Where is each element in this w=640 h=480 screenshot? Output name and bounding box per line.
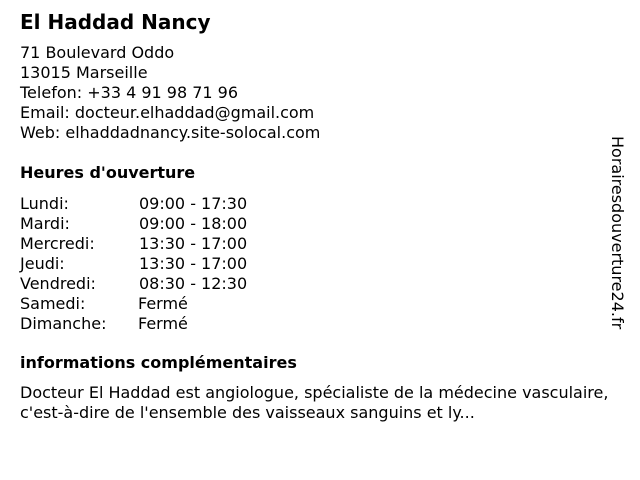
- day-label: Samedi:: [20, 294, 86, 313]
- day-hours: Fermé: [138, 294, 188, 313]
- hours-row-wednesday: [20, 234, 247, 254]
- day-label: Vendredi:: [20, 274, 96, 293]
- day-hours: 09:00 - 18:00: [139, 214, 248, 233]
- contact-block: [20, 43, 320, 143]
- street-address: 71 Boulevard Oddo: [20, 43, 175, 62]
- day-hours: 13:30 - 17:00: [139, 234, 248, 253]
- day-hours: 09:00 - 17:30: [139, 194, 248, 213]
- day-label: Jeudi:: [20, 254, 65, 273]
- day-label: Mardi:: [20, 214, 70, 233]
- hours-row-saturday: [20, 294, 247, 314]
- site-watermark: Horairesdouverture24.fr: [608, 136, 627, 330]
- day-label: Lundi:: [20, 194, 69, 213]
- hours-row-thursday: [20, 254, 247, 274]
- day-hours: 13:30 - 17:00: [139, 254, 248, 273]
- hours-row-tuesday: [20, 214, 247, 234]
- website: Web: elhaddadnancy.site-solocal.com: [20, 123, 321, 142]
- business-name: El Haddad Nancy: [20, 10, 211, 34]
- day-label: Dimanche:: [20, 314, 107, 333]
- city: 13015 Marseille: [20, 63, 148, 82]
- hours-row-friday: [20, 274, 247, 294]
- hours-row-monday: [20, 194, 247, 214]
- day-hours: Fermé: [138, 314, 188, 333]
- hours-row-sunday: [20, 314, 247, 334]
- phone: Telefon: +33 4 91 98 71 96: [20, 83, 239, 102]
- hours-heading: Heures d'ouverture: [20, 163, 196, 182]
- day-hours: 08:30 - 12:30: [139, 274, 248, 293]
- email: Email: docteur.elhaddad@gmail.com: [20, 103, 315, 122]
- info-heading: informations complémentaires: [20, 353, 297, 372]
- info-description: Docteur El Haddad est angiologue, spécialiste de la médecine vasculaire, c'est-à-dire de l'ensemble des vaisseaux sanguins et ly...: [20, 383, 609, 422]
- day-label: Mercredi:: [20, 234, 95, 253]
- hours-table: [20, 194, 247, 334]
